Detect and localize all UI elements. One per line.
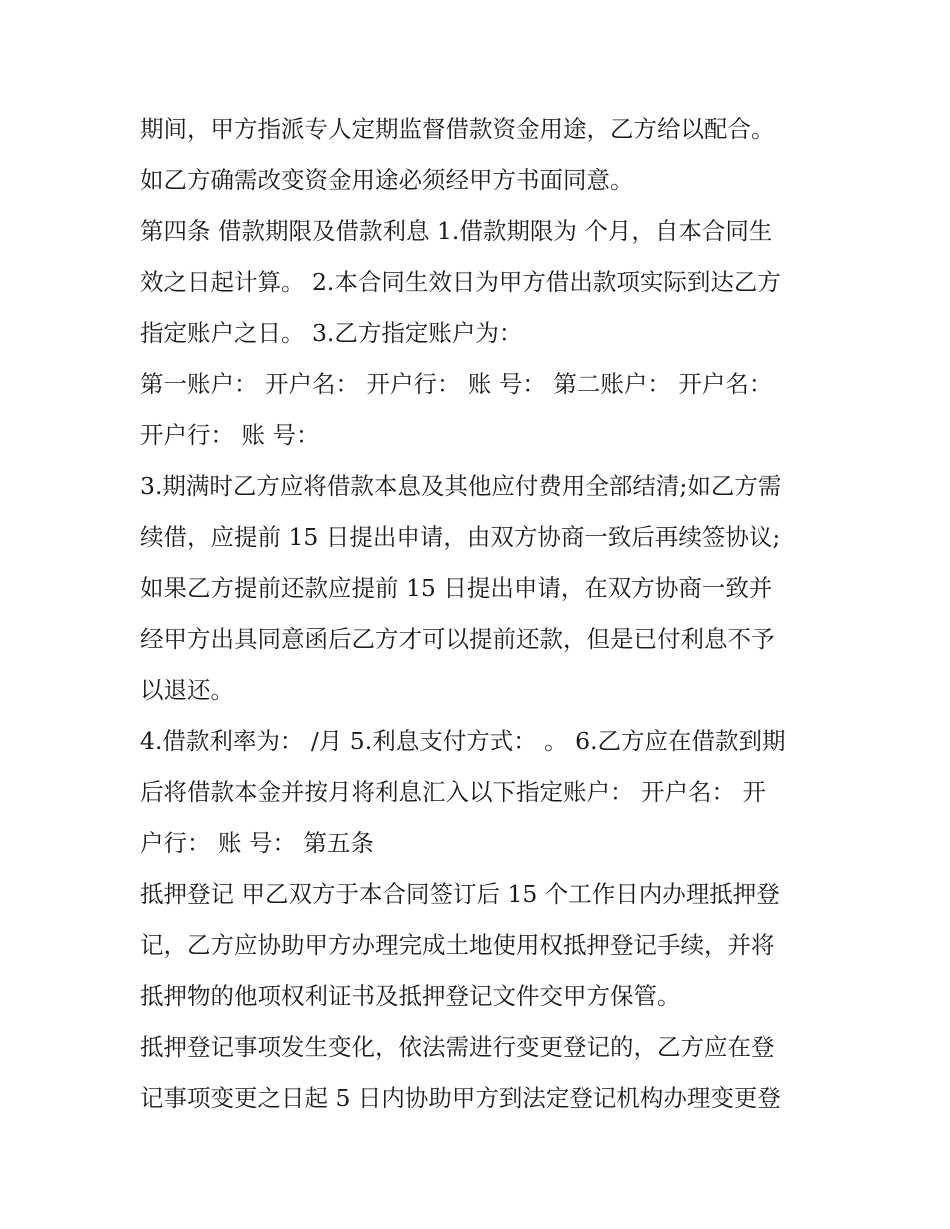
text-line: 指定账户之日。 3.乙方指定账户为：: [140, 319, 523, 347]
text-line: 期间，甲方指派专人定期监督借款资金用途，乙方给以配合。: [140, 115, 775, 143]
text-line: 以退还。: [140, 676, 234, 704]
text-line: 如乙方确需改变资金用途必须经甲方书面同意。: [140, 166, 634, 194]
text-line: 后将借款本金并按月将利息汇入以下指定账户： 开户名： 开: [140, 778, 766, 806]
text-line: 如果乙方提前还款应提前 15 日提出申请，在双方协商一致并: [140, 574, 773, 602]
text-line: 抵押物的他项权利证书及抵押登记文件交甲方保管。: [140, 982, 681, 1010]
text-line: 续借，应提前 15 日提出申请，由双方协商一致后再续签协议;: [140, 523, 781, 551]
text-line: 3.期满时乙方应将借款本息及其他应付费用全部结清;如乙方需: [140, 472, 782, 500]
text-line: 记，乙方应协助甲方办理完成土地使用权抵押登记手续，并将: [140, 931, 775, 959]
text-line: 抵押登记 甲乙双方于本合同签订后 15 个工作日内办理抵押登: [140, 880, 780, 908]
contract-text: [140, 104, 820, 1124]
text-line: 记事项变更之日起 5 日内协助甲方到法定登记机构办理变更登: [140, 1084, 781, 1112]
text-line: 第四条 借款期限及借款利息 1.借款期限为 个月，自本合同生: [140, 217, 773, 245]
text-line: 开户行： 账 号：: [140, 421, 320, 449]
text-line: 第一账户： 开户名： 开户行： 账 号： 第二账户： 开户名：: [140, 370, 773, 398]
text-line: 经甲方出具同意函后乙方才可以提前还款，但是已付利息不予: [140, 625, 775, 653]
text-line: 4.借款利率为： /月 5.利息支付方式： 。 6.乙方应在借款到期: [140, 727, 786, 755]
text-line: 户行： 账 号： 第五条: [140, 829, 374, 857]
text-line: 效之日起计算。 2.本合同生效日为甲方借出款项实际到达乙方: [140, 268, 781, 296]
text-line: 抵押登记事项发生变化，依法需进行变更登记的，乙方应在登: [140, 1033, 775, 1061]
